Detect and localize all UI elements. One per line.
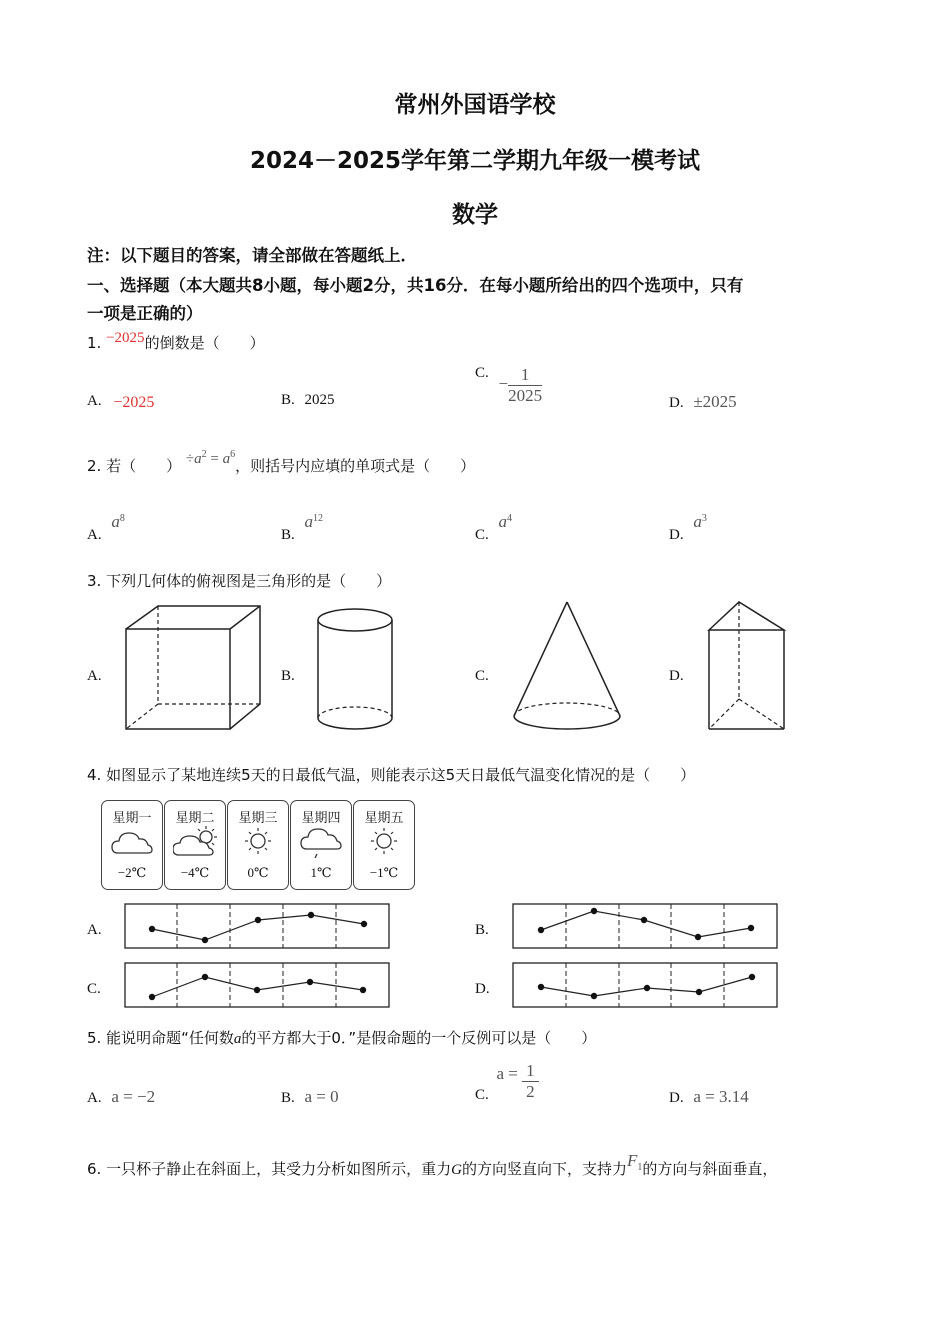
- q5-option-a-value: a = −2: [111, 1087, 156, 1106]
- q1-expression: −2025: [106, 330, 145, 346]
- line-graph-b: [512, 903, 780, 951]
- q3-number: 3.: [87, 572, 102, 590]
- q5-option-d[interactable]: [669, 1087, 749, 1107]
- weather-day-3-name: 星期三: [238, 811, 278, 826]
- q2-option-b-label: B.: [281, 527, 295, 543]
- weather-day-3-temp: 0℃: [247, 865, 269, 880]
- cube-figure: [120, 600, 270, 735]
- q2-text2: ，则括号内应填的单项式是（ ）: [235, 457, 476, 475]
- q1-option-c-numerator: 1: [508, 365, 542, 386]
- weather-day-5-name: 星期五: [364, 811, 404, 826]
- q1-option-c-sign: −: [498, 373, 509, 393]
- line-graph-c: [124, 962, 392, 1010]
- q5-option-c-lhs: a =: [496, 1063, 523, 1083]
- q5-var: a: [233, 1031, 242, 1047]
- q4-stem: [87, 764, 695, 785]
- q5-option-d-label: D.: [669, 1090, 684, 1106]
- q3-text: 下列几何体的俯视图是三角形的是（ ）: [106, 572, 392, 590]
- weather-day-5-temp: −1℃: [369, 865, 399, 880]
- q5-option-c-numerator: 1: [522, 1061, 539, 1082]
- q5-text2: 的平方都大于0．”是假命题的一个反例可以是（ ）: [241, 1029, 597, 1047]
- line-graph-a: [124, 903, 392, 951]
- q1-option-b-value: 2025: [304, 392, 335, 408]
- q5-option-d-value: a = 3.14: [693, 1087, 749, 1106]
- q2-exp1: 2: [201, 449, 207, 460]
- weather-day-2-name: 星期二: [175, 811, 215, 826]
- q1-number: 1.: [87, 334, 102, 352]
- q6-text1: 一只杯子静止在斜面上，其受力分析如图所示，重力: [106, 1160, 452, 1178]
- note: 注：以下题目的答案，请全部做在答题纸上．: [87, 246, 417, 265]
- weather-day-3: [227, 800, 289, 890]
- q1-option-c[interactable]: [475, 365, 542, 406]
- weather-day-4-temp: 1℃: [310, 865, 332, 880]
- q2-option-d-label: D.: [669, 527, 684, 543]
- q5-text1: 能说明命题“任何数: [106, 1029, 234, 1047]
- weather-day-4-name: 星期四: [301, 811, 341, 826]
- q6-g: G: [451, 1162, 462, 1178]
- weather-day-2-temp: −4℃: [180, 865, 210, 880]
- q5-option-b-value: a = 0: [304, 1087, 339, 1106]
- q5-option-c-denominator: 2: [526, 1082, 535, 1101]
- q6-fsub: 1: [637, 1162, 643, 1173]
- q3-option-d-label[interactable]: D.: [669, 668, 684, 684]
- weather-day-1-temp: −2℃: [117, 865, 147, 880]
- weather-day-4: [290, 800, 352, 890]
- q2-text1: 若（ ）: [106, 457, 182, 475]
- triangular-prism-figure: [700, 596, 795, 736]
- weather-day-1-name: 星期一: [112, 811, 152, 826]
- q2-option-c-label: C.: [475, 527, 489, 543]
- sun-cloud-icon: [173, 825, 221, 859]
- q2-option-a-base: a: [111, 512, 120, 531]
- q2-option-b-exp: 12: [313, 513, 324, 524]
- q1-option-d-label: D.: [669, 395, 684, 411]
- q1-option-c-label: C.: [475, 364, 489, 381]
- weather-day-2: [164, 800, 226, 890]
- q1-option-b-label: B.: [281, 392, 295, 408]
- q5-option-a-label: A.: [87, 1090, 102, 1106]
- q5-option-c-label: C.: [475, 1086, 489, 1103]
- section-heading-line1: 一、选择题（本大题共8小题，每小题2分，共16分．在每小题所给出的四个选项中，只有: [87, 276, 744, 295]
- q2-option-d[interactable]: [669, 512, 707, 543]
- rain-cloud-icon: [299, 825, 343, 863]
- q6-text2: 的方向竖直向下，支持力: [461, 1160, 627, 1178]
- q5-option-a[interactable]: [87, 1087, 155, 1107]
- section-heading-line2: 一项是正确的）: [87, 304, 203, 323]
- q4-option-d-label[interactable]: D.: [475, 981, 490, 997]
- q2-stem: [87, 449, 476, 476]
- q4-text: 如图显示了某地连续5天的日最低气温，则能表示这5天日最低气温变化情况的是（ ）: [106, 766, 696, 784]
- q2-option-c-base: a: [498, 512, 508, 531]
- q5-stem: [87, 1027, 596, 1048]
- q2-eq-sign: =: [206, 451, 223, 467]
- q5-option-c[interactable]: [475, 1061, 539, 1102]
- q1-option-c-denominator: 2025: [508, 386, 543, 405]
- cone-figure: [505, 596, 630, 736]
- q2-option-c[interactable]: [475, 512, 513, 543]
- q1-stem: [87, 332, 265, 353]
- q2-exp2: 6: [230, 449, 236, 460]
- q1-option-a-label: A.: [87, 393, 102, 409]
- q1-option-a-value: −2025: [113, 394, 155, 411]
- q3-option-a-label[interactable]: A.: [87, 668, 102, 684]
- q2-option-b[interactable]: [281, 512, 324, 543]
- q1-option-a[interactable]: [87, 392, 154, 410]
- q2-option-d-base: a: [693, 512, 702, 531]
- q1-option-d-value: ±2025: [693, 392, 737, 411]
- q2-equation: [186, 451, 235, 467]
- q4-number: 4.: [87, 766, 102, 784]
- line-graph-d: [512, 962, 780, 1010]
- q2-base2: a: [222, 451, 231, 467]
- q5-option-c-fraction: [522, 1061, 539, 1102]
- q2-option-a-label: A.: [87, 527, 102, 543]
- q1-option-d[interactable]: [669, 392, 737, 412]
- q2-option-c-exp: 4: [507, 513, 513, 524]
- school-name: 常州外国语学校: [394, 92, 556, 118]
- weather-day-1: [101, 800, 163, 890]
- q4-option-c-label[interactable]: C.: [87, 981, 101, 997]
- q5-number: 5.: [87, 1029, 102, 1047]
- q2-option-a[interactable]: [87, 512, 125, 543]
- cylinder-figure: [312, 600, 402, 735]
- weather-day-5: [353, 800, 415, 890]
- q6-number: 6.: [87, 1160, 102, 1178]
- q2-option-d-exp: 3: [701, 513, 707, 524]
- q1-option-b[interactable]: [281, 392, 335, 409]
- subject-title: 数学: [452, 202, 498, 228]
- q4-option-a-label[interactable]: A.: [87, 922, 102, 938]
- q5-option-b-label: B.: [281, 1090, 295, 1106]
- q6-stem: [87, 1151, 778, 1179]
- q2-base1: a: [194, 451, 202, 467]
- q1-option-c-fraction: [508, 365, 542, 406]
- q3-option-c-label[interactable]: C.: [475, 668, 489, 684]
- exam-title: 2024－2025学年第二学期九年级一模考试: [249, 148, 701, 174]
- q5-option-b[interactable]: [281, 1087, 339, 1107]
- cloud-icon: [110, 825, 154, 859]
- sun-icon: [362, 825, 406, 859]
- q4-option-b-label[interactable]: B.: [475, 922, 489, 938]
- q6-f: F: [626, 1151, 638, 1170]
- sun-icon: [236, 825, 280, 859]
- q2-option-a-exp: 8: [119, 513, 125, 524]
- q2-option-b-base: a: [304, 512, 314, 531]
- q2-div-sign: ÷: [185, 451, 195, 467]
- q3-stem: [87, 570, 391, 591]
- q3-option-b-label[interactable]: B.: [281, 668, 295, 684]
- q2-number: 2.: [87, 457, 102, 475]
- q1-text: 的倒数是（ ）: [144, 334, 265, 352]
- q6-text3: 的方向与斜面垂直，: [642, 1160, 778, 1178]
